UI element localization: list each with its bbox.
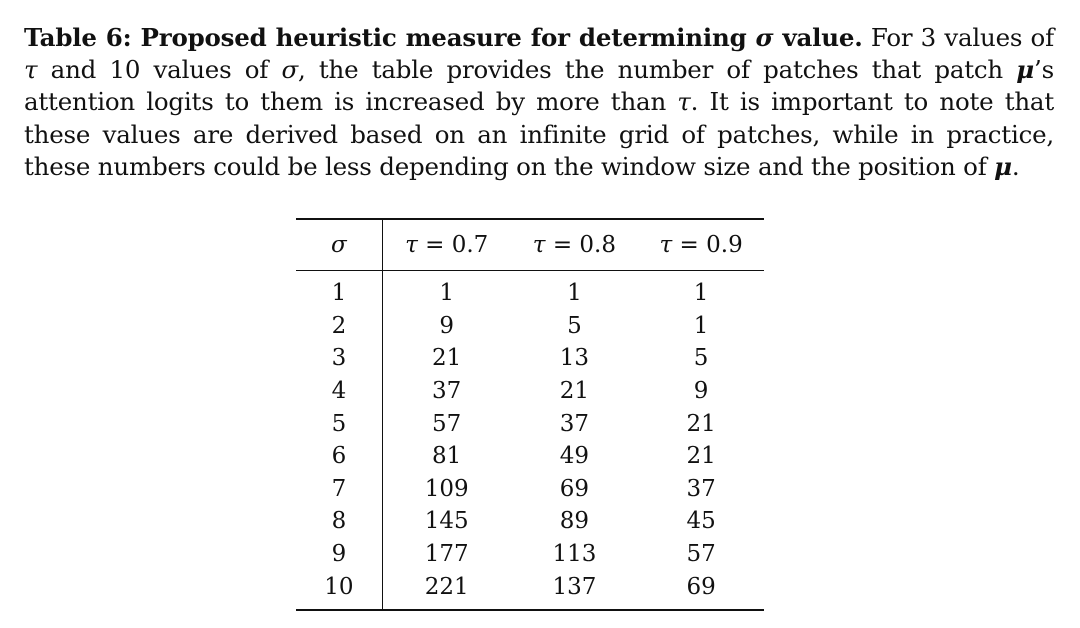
caption-text-6: . bbox=[1011, 151, 1020, 181]
cell-tau-0-7: 1 bbox=[439, 280, 454, 307]
table-row bbox=[296, 440, 764, 473]
cell-tau-0-7: 9 bbox=[439, 312, 454, 339]
header-tau-0-9 bbox=[638, 219, 764, 271]
cell-tau-0-7: 57 bbox=[432, 410, 462, 437]
table-row bbox=[296, 375, 764, 408]
cell-tau-0-8: 137 bbox=[552, 573, 597, 600]
cell-tau-0-8: 21 bbox=[559, 378, 590, 405]
cell-tau-0-7: 37 bbox=[432, 378, 462, 405]
caption-mu-1: μ bbox=[1016, 55, 1035, 85]
cell-tau-0-9: 5 bbox=[693, 345, 709, 372]
cell-sigma: 8 bbox=[296, 505, 382, 538]
cell-tau-0-8: 113 bbox=[552, 541, 597, 568]
table-row bbox=[296, 570, 764, 610]
cell-tau-0-9: 37 bbox=[686, 475, 716, 502]
caption-text-4: ’s attention logits to them is increased by more than bbox=[24, 55, 1054, 117]
cell-tau-0-8: 49 bbox=[559, 443, 590, 470]
header-sigma: σ bbox=[296, 219, 382, 271]
cell-tau-0-8: 69 bbox=[559, 475, 590, 502]
cell-tau-0-8: 1 bbox=[567, 280, 582, 307]
header-tau-value: 0.7 bbox=[451, 232, 489, 258]
cell-tau-0-9: 1 bbox=[693, 280, 709, 307]
cell-tau-0-9: 1 bbox=[693, 312, 709, 339]
caption-label-sigma: σ bbox=[755, 23, 774, 52]
caption-mu-2: μ bbox=[994, 151, 1012, 181]
table-row bbox=[296, 538, 764, 571]
caption-text-2: and 10 values of bbox=[37, 55, 282, 85]
results-table bbox=[296, 218, 764, 611]
table-row bbox=[296, 271, 764, 310]
header-eq: = bbox=[672, 232, 707, 258]
cell-tau-0-7: 177 bbox=[424, 541, 469, 568]
header-eq: = bbox=[417, 232, 452, 258]
cell-sigma: 4 bbox=[296, 375, 382, 408]
cell-tau-0-9: 9 bbox=[693, 378, 709, 405]
header-tau-0-8 bbox=[511, 219, 639, 271]
cell-sigma: 3 bbox=[296, 342, 382, 375]
caption-text-5: . It is important to note that these values are derived based on an infinite grid of patches, while in practice, these numbers could be less depending on the window size and the position of bbox=[24, 87, 1054, 181]
cell-tau-0-9: 21 bbox=[686, 443, 716, 470]
table-row bbox=[296, 505, 764, 538]
cell-sigma: 5 bbox=[296, 407, 382, 440]
header-tau-sym: τ bbox=[659, 232, 673, 258]
table-header-row bbox=[296, 219, 764, 271]
header-tau-value: 0.9 bbox=[706, 232, 743, 258]
caption-text-1: For 3 values of bbox=[862, 23, 1054, 52]
cell-tau-0-8: 37 bbox=[559, 410, 590, 437]
caption-label bbox=[24, 23, 863, 52]
table-row bbox=[296, 342, 764, 375]
cell-sigma: 9 bbox=[296, 538, 382, 571]
table-row bbox=[296, 473, 764, 506]
cell-sigma: 6 bbox=[296, 440, 382, 473]
table-row bbox=[296, 407, 764, 440]
header-tau-sym: τ bbox=[405, 232, 418, 258]
caption-sigma: σ bbox=[281, 55, 299, 85]
header-tau-0-7 bbox=[382, 219, 510, 271]
table-body bbox=[296, 271, 764, 610]
cell-sigma: 2 bbox=[296, 310, 382, 343]
cell-tau-0-8: 89 bbox=[559, 508, 590, 535]
cell-tau-0-8: 5 bbox=[567, 312, 582, 339]
header-tau-value: 0.8 bbox=[579, 232, 616, 258]
cell-sigma: 7 bbox=[296, 473, 382, 506]
cell-tau-0-7: 109 bbox=[424, 475, 469, 502]
header-eq: = bbox=[545, 232, 580, 258]
cell-tau-0-7: 145 bbox=[424, 508, 469, 535]
cell-sigma: 10 bbox=[296, 570, 382, 610]
caption-text-3: , the table provides the number of patches that patch bbox=[298, 55, 1017, 85]
caption-tau-1: τ bbox=[24, 55, 38, 85]
caption-label-text: Table 6: Proposed heuristic measure for determining bbox=[24, 23, 756, 52]
cell-sigma: 1 bbox=[296, 271, 382, 310]
cell-tau-0-7: 221 bbox=[424, 573, 469, 600]
caption-tau-2: τ bbox=[677, 87, 691, 117]
cell-tau-0-9: 69 bbox=[686, 573, 716, 600]
table-row bbox=[296, 310, 764, 343]
table-caption bbox=[24, 22, 1054, 183]
cell-tau-0-7: 21 bbox=[432, 345, 462, 372]
cell-tau-0-9: 45 bbox=[686, 508, 716, 535]
header-tau-sym: τ bbox=[532, 232, 546, 258]
cell-tau-0-7: 81 bbox=[432, 443, 462, 470]
results-table-container bbox=[296, 218, 764, 611]
cell-tau-0-9: 21 bbox=[686, 410, 716, 437]
caption-label-end: value. bbox=[773, 23, 863, 52]
cell-tau-0-8: 13 bbox=[559, 345, 590, 372]
cell-tau-0-9: 57 bbox=[686, 541, 716, 568]
